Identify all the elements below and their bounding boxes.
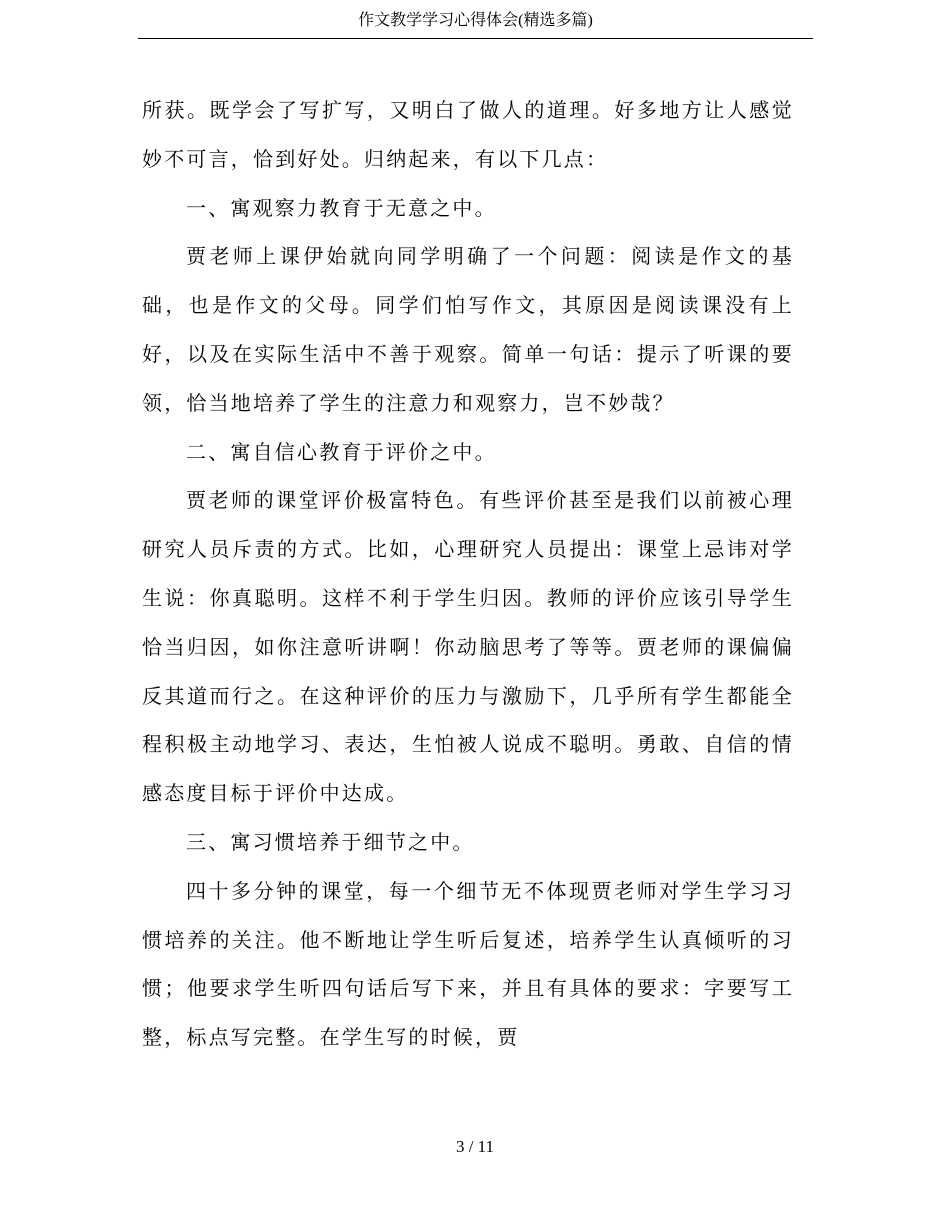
section-heading-2: 二、寓自信心教育于评价之中。	[186, 439, 497, 464]
paragraph-habits: 四十多分钟的课堂，每一个细节无不体现贾老师对学生学习习惯培养的关注。他不断地让学生听后复述，培养学生认真倾听的习惯；他要求学生听四句话后写下来，并且有具体的要求：字要写工整，标点写完整。在学生写的时候，贾	[142, 878, 794, 1050]
document-body	[142, 86, 794, 1062]
header-divider	[138, 38, 813, 39]
document-header-title: 作文教学学习心得体会(精选多篇)	[358, 12, 593, 29]
paragraph-observation: 贾老师上课伊始就向同学明确了一个问题：阅读是作文的基础，也是作文的父母。同学们怕写作文，其原因是阅读课没有上好，以及在实际生活中不善于观察。简单一句话：提示了听课的要领，恰当地培养了学生的注意力和观察力，岂不妙哉？	[142, 244, 794, 415]
paragraph-evaluation: 贾老师的课堂评价极富特色。有些评价甚至是我们以前被心理研究人员斥责的方式。比如，心理研究人员提出：课堂上忌讳对学生说：你真聪明。这样不利于学生归因。教师的评价应该引导学生恰当归因，如你注意听讲啊！你动脑思考了等等。贾老师的课偏偏反其道而行之。在这种评价的压力与激励下，几乎所有学生都能全程积极主动地学习、表达，生怕被人说成不聪明。勇敢、自信的情感态度目标于评价中达成。	[142, 488, 794, 806]
section-heading-1: 一、寓观察力教育于无意之中。	[186, 195, 497, 220]
paragraph-continuation: 所获。既学会了写扩写，又明白了做人的道理。好多地方让人感觉妙不可言，恰到好处。归纳起来，有以下几点：	[142, 98, 794, 171]
page-number: 3 / 11	[455, 1137, 495, 1156]
section-heading-3: 三、寓习惯培养于细节之中。	[186, 829, 475, 854]
